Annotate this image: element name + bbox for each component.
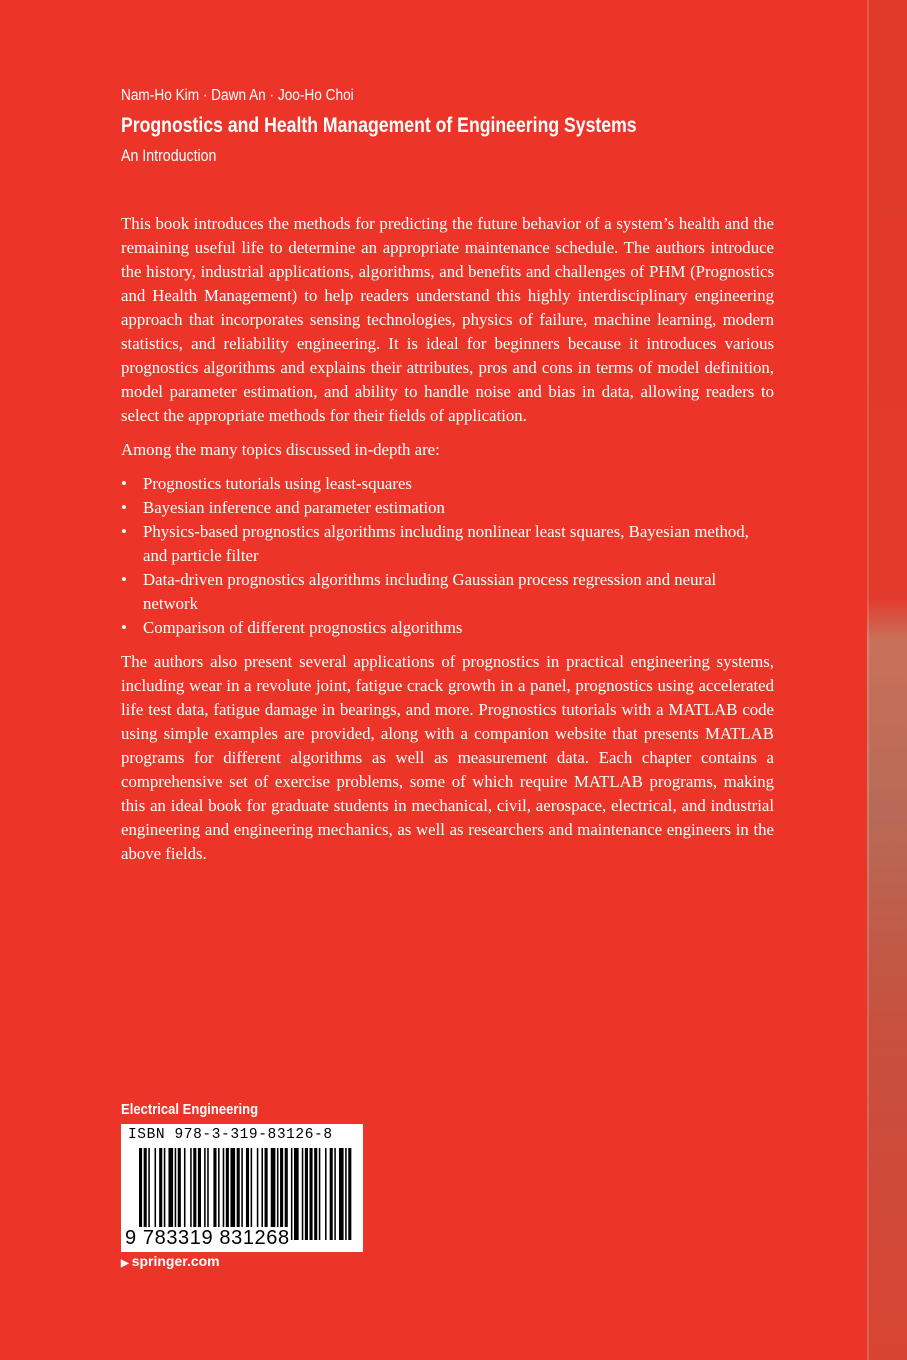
topic-item: • Data-driven prognostics algorithms including Gaussian process regression and neural network bbox=[121, 570, 717, 613]
barcode-bar bbox=[291, 1148, 293, 1240]
barcode-digits: 9 783319 831268 bbox=[125, 1227, 290, 1249]
barcode-bar bbox=[330, 1148, 333, 1240]
barcode-bar bbox=[319, 1148, 321, 1240]
topics-list bbox=[121, 472, 774, 640]
spine-edge-strip bbox=[867, 0, 907, 1360]
barcode-bar bbox=[310, 1148, 313, 1240]
topic-item: • Physics-based prognostics algorithms including nonlinear least squares, Bayesian method, and particle filter bbox=[121, 522, 749, 565]
description bbox=[121, 212, 774, 866]
arrow-right-icon: ▶ bbox=[121, 1258, 129, 1269]
bullet-icon: • bbox=[121, 522, 127, 541]
barcode-bar bbox=[325, 1148, 327, 1240]
topic-item: • Bayesian inference and parameter estimation bbox=[121, 496, 774, 520]
barcode-bar bbox=[314, 1148, 317, 1240]
isbn-label: ISBN 978-3-319-83126-8 bbox=[128, 1127, 333, 1143]
barcode-bar bbox=[348, 1148, 351, 1240]
bullet-icon: • bbox=[121, 498, 127, 517]
bullet-icon: • bbox=[121, 618, 127, 637]
isbn-barcode bbox=[121, 1124, 363, 1252]
barcode-bar bbox=[345, 1148, 347, 1240]
authors: Nam-Ho Kim · Dawn An · Joo-Ho Choi bbox=[121, 87, 354, 104]
book-title: Prognostics and Health Management of Engineering Systems bbox=[121, 114, 637, 137]
topic-item: • Prognostics tutorials using least-squares bbox=[121, 472, 774, 496]
barcode-bar bbox=[334, 1148, 336, 1240]
barcode-bar bbox=[294, 1148, 299, 1240]
subject-category: Electrical Engineering bbox=[121, 1102, 259, 1118]
barcode-bar bbox=[339, 1148, 344, 1240]
topic-item: • Comparison of different prognostics algorithms bbox=[121, 616, 774, 640]
description-paragraph-1: This book introduces the methods for predicting the future behavior of a system’s health and the remaining useful life to determine an appropriate maintenance schedule. The authors introduce the history, industrial applications, algorithms, and benefits and challenges of PHM (Prognostics and Health Management) to help readers understand this highly interdisciplinary engineering approach that incorporates sensing technologies, physics of failure, machine learning, modern statistics, and reliability engineering. It is ideal for beginners because it introduces various prognostics algorithms and explains their attributes, pros and cons in terms of model definition, model parameter estimation, and ability to handle noise and bias in data, allowing readers to select the appropriate methods for their fields of application. bbox=[121, 214, 774, 425]
bullet-icon: • bbox=[121, 474, 127, 493]
barcode-bar bbox=[302, 1148, 304, 1240]
book-subtitle: An Introduction bbox=[121, 147, 217, 165]
bullet-icon: • bbox=[121, 570, 127, 589]
website-text: springer.com bbox=[131, 1253, 220, 1269]
barcode-bar bbox=[305, 1148, 308, 1240]
publisher-website bbox=[121, 1253, 220, 1269]
topics-intro: Among the many topics discussed in-depth are: bbox=[121, 440, 440, 459]
description-paragraph-2: The authors also present several applications of prognostics in practical engineering systems, including wear in a revolute joint, fatigue crack growth in a panel, prognostics using accelerated life test data, fatigue damage in bearings, and more. Prognostics tutorials with a MATLAB code using simple examples are provided, along with a companion website that presents MATLAB programs for different algorithms as well as measurement data. Each chapter contains a comprehensive set of exercise problems, some of which require MATLAB programs, making this an ideal book for graduate students in mechanical, civil, aerospace, electrical, and industrial engineering and engineering mechanics, as well as researchers and maintenance engineers in the above fields. bbox=[121, 652, 774, 863]
